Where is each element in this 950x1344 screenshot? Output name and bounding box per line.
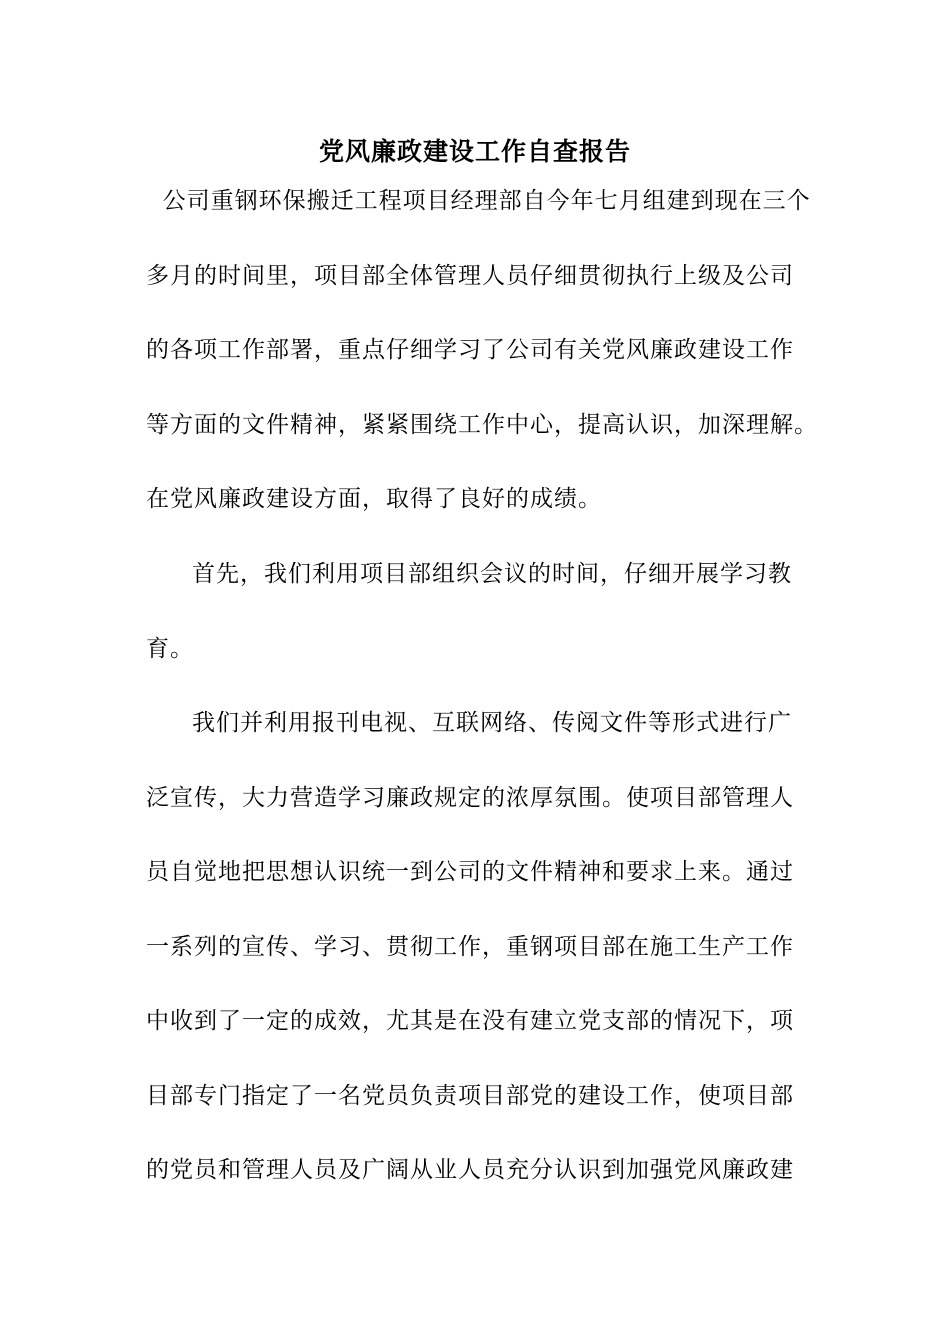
body-line-4: 等方面的文件精神，紧紧围绕工作中心，提高认识，加深理解。	[146, 412, 818, 438]
body-line-6: 首先，我们利用项目部组织会议的时间，仔细开展学习教	[192, 561, 792, 587]
body-line-5: 在党风廉政建设方面，取得了良好的成绩。	[146, 486, 602, 512]
body-line-8: 我们并利用报刊电视、互联网络、传阅文件等形式进行广	[192, 710, 792, 736]
body-line-9: 泛宣传，大力营造学习廉政规定的浓厚氛围。使项目部管理人	[146, 785, 794, 811]
body-line-1: 公司重钢环保搬迁工程项目经理部自今年七月组建到现在三个	[146, 188, 811, 214]
body-line-12: 中收到了一定的成效，尤其是在没有建立党支部的情况下，项	[146, 1008, 794, 1034]
body-line-10: 员自觉地把思想认识统一到公司的文件精神和要求上来。通过	[146, 859, 794, 885]
page-title: 党风廉政建设工作自查报告	[318, 137, 631, 166]
body-line-13: 目部专门指定了一名党员负责项目部党的建设工作，使项目部	[146, 1083, 794, 1109]
body-line-2: 多月的时间里，项目部全体管理人员仔细贯彻执行上级及公司	[146, 263, 794, 289]
body-line-7: 育。	[146, 636, 194, 662]
body-line-3: 的各项工作部署，重点仔细学习了公司有关党风廉政建设工作	[146, 337, 794, 363]
body-line-14: 的党员和管理人员及广阔从业人员充分认识到加强党风廉政建	[146, 1157, 794, 1183]
body-line-11: 一系列的宣传、学习、贯彻工作，重钢项目部在施工生产工作	[146, 934, 794, 960]
